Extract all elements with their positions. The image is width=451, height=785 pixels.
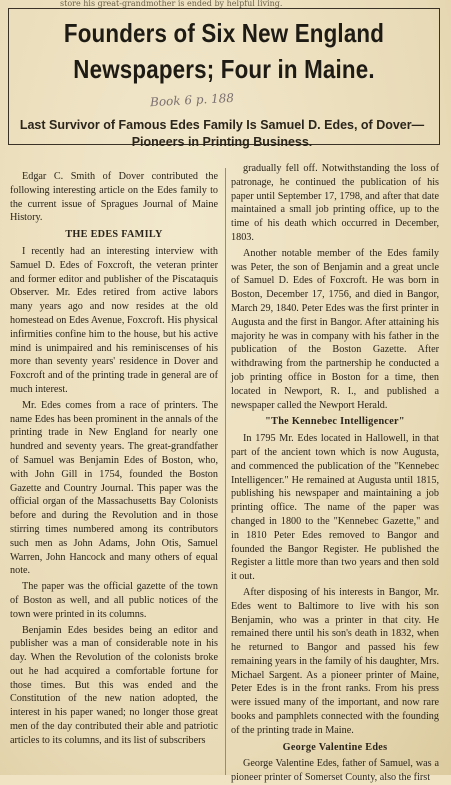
paragraph: Mr. Edes comes from a race of printers. The name Edes has been prominent in the annals of the printing trade in New England for nearly one hundred and seventy years. The great-grandfather of Samuel was Benjamin Edes of Boston, who, with John Gill in 1754, founded the Boston Gazette and Country Journal. This paper was the official organ of the Massachusetts Bay Colonists before and during the Revolution and in those stirring times numbered among its contributors such men as John Adams, John Otis, Samuel Warren, John Hancock and many others of equal note.: [10, 399, 218, 577]
paragraph: Another notable member of the Edes family was Peter, the son of Benjamin and a great uncle of Samuel D. Edes of Foxcroft. He was born in Boston, December 17, 1756, and died in Bangor, March 29, 1840. Peter Edes was the first printer in Augusta and the first in Bangor. After attaining his majority he was in company with his father in the publication of the Boston Gazette. After withdrawing from the partnership he conducted a job printing office in Boston for a time, then located in Newport, R. I., and published a newspaper called the Newport Herald.: [231, 247, 439, 411]
paragraph: I recently had an interesting interview with Samuel D. Edes of Foxcroft, the veteran printer and former editor and publisher of the Piscataquis Observer. Mr. Edes retired from active labors many years ago and now resides at the old homestead on Edes Avenue, Foxcroft. His physical infirmities confine him to the house, but his active mind is unimpaired and his reminiscenses of his more than seventy years' residence in Dover and Foxcroft and of the printing trade in general are of much interest.: [10, 245, 218, 395]
paragraph: Benjamin Edes besides being an editor and publisher was a man of considerable note in his day. When the Revolution of the colonists broke out he had acquired a comfortable fortune for those times. But this was ended and the Constitution of the new nation adopted, the interest in his paper waned; no longer those great men of the day contributed their able and patriotic articles to its columns, and its list of subscribers: [10, 624, 218, 746]
handwritten-annotation: Book 6 p. 188: [149, 90, 235, 110]
right-column: [231, 162, 439, 784]
section-title: George Valentine Edes: [282, 741, 388, 753]
paragraph: George Valentine Edes, father of Samuel, was a pioneer printer of Somerset County, also the first: [231, 758, 439, 784]
section-title: "The Kennebec Intelligencer": [265, 416, 405, 428]
column-divider: [225, 168, 226, 775]
left-column: [10, 170, 218, 775]
section-title: THE EDES FAMILY: [65, 229, 163, 241]
headline-line-1: Founders of Six New England: [63, 18, 385, 48]
subheadline: Last Survivor of Famous Edes Family Is Samuel D. Edes, of Dover—Pioneers in Printing Business.: [19, 118, 425, 149]
intro-paragraph: Edgar C. Smith of Dover contributed the following interesting article on the Edes family to the current issue of Spragues Journal of Maine History.: [10, 171, 218, 224]
paragraph: In 1795 Mr. Edes located in Hallowell, in that part of the ancient town which is now Augusta, and commenced the publication of the "Kennebec Intelligencer." He remained at Augusta until 1815, publishing his newspaper and maintaining a job printing office. The name of the paper was changed in 1800 to the "Kennebec Gazette," and in 1810 Peter Edes removed to Bangor and founded the Bangor Register. He published the Register a little more than two years and then sold it out.: [231, 433, 439, 583]
paragraph: The paper was the official gazette of the town of Boston as well, and all public notices of the town were printed in its columns.: [10, 581, 218, 620]
paragraph: After disposing of his interests in Bangor, Mr. Edes went to Baltimore to live with his son Benjamin, who was a printer in that city. He remained there until his son's death in 1832, when he returned to Bangor and passed his few remaining years in the family of his daughter, Mrs. Michael Sargent. As a pioneer printer of Maine, Peter Edes is in the front ranks. From his press were issued many of the important, and now rare books and pamphlets connected with the founding of the printing trade in Maine.: [231, 586, 439, 736]
paragraph: gradually fell off. Notwithstanding the loss of patronage, he continued the publication of his paper until September 17, 1798, and after that date maintained a small job printing office, up to the time of his death which occurred in December, 1803.: [231, 163, 439, 243]
headline: [39, 15, 409, 87]
headline-line-2: Newspapers; Four in Maine.: [73, 54, 375, 84]
clipped-top-text: store his great-grandmother is ended by helpful living.: [60, 0, 283, 8]
